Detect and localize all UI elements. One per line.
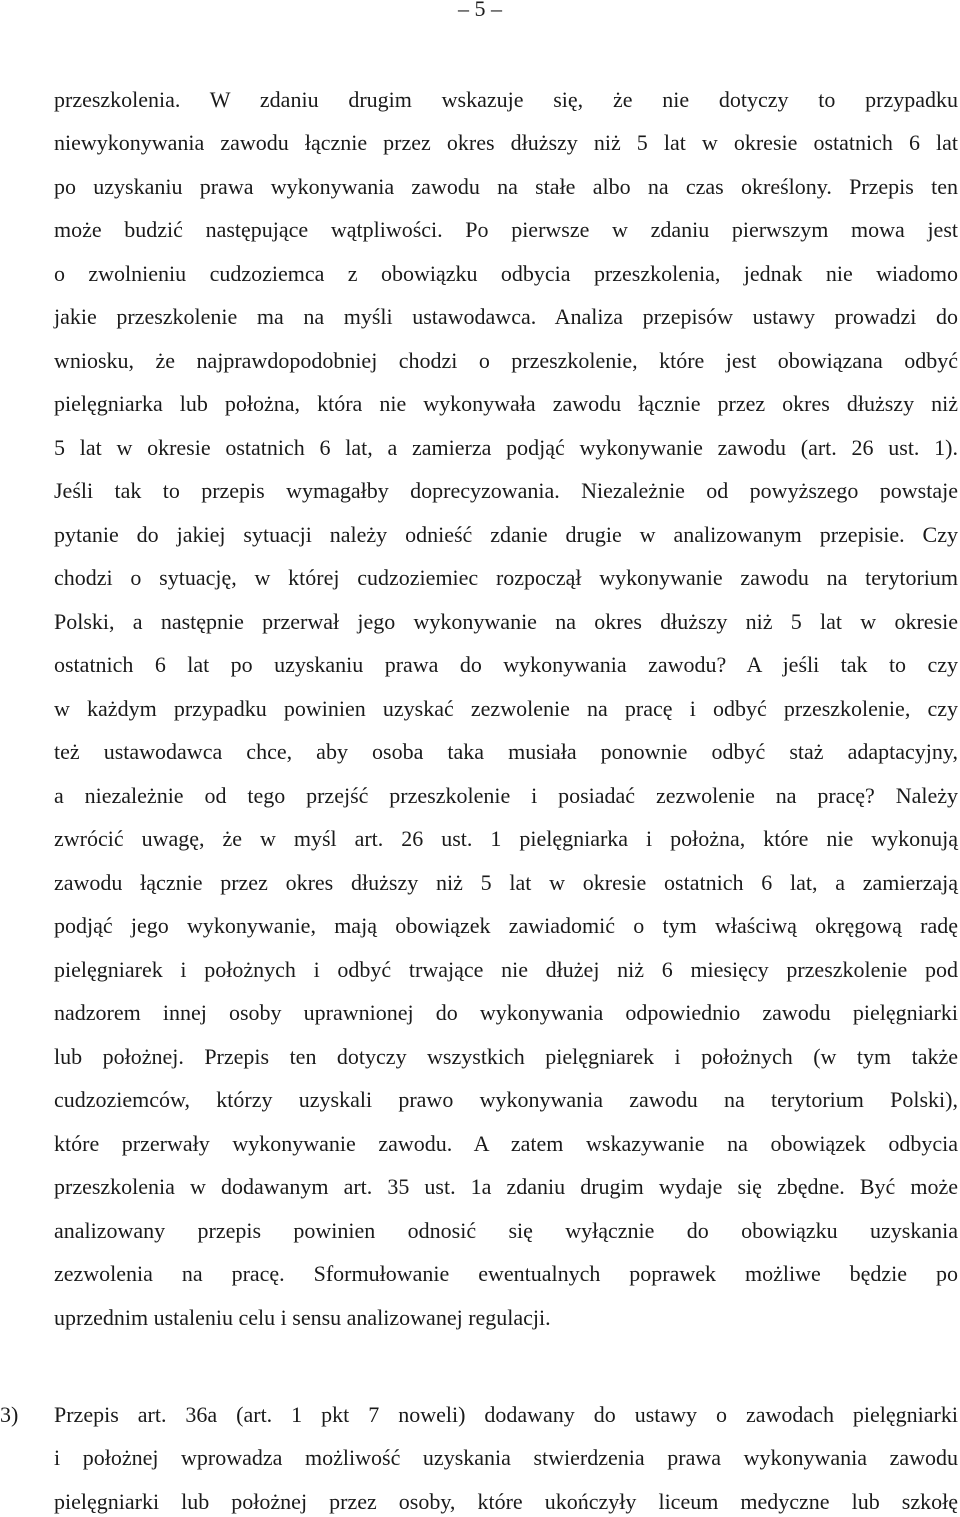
paragraph-line: pielęgniarka lub położna, która nie wykonywała zawodu łącznie przez okres dłuższy niż	[54, 391, 958, 416]
list-item-line: i położnej wprowadza możliwość uzyskania stwierdzenia prawa wykonywania zawodu	[54, 1445, 958, 1470]
paragraph-line: wniosku, że najprawdopodobniej chodzi o przeszkolenie, które jest obowiązana odbyć	[54, 348, 958, 373]
paragraph-line: cudzoziemców, którzy uzyskali prawo wykonywania zawodu na terytorium Polski),	[54, 1087, 958, 1112]
list-item-line: Przepis art. 36a (art. 1 pkt 7 noweli) dodawany do ustawy o zawodach pielęgniarki	[54, 1402, 958, 1427]
paragraph-line: też ustawodawca chce, aby osoba taka musiała ponownie odbyć staż adaptacyjny,	[54, 739, 958, 764]
paragraph-line: jakie przeszkolenie ma na myśli ustawodawca. Analiza przepisów ustawy prowadzi do	[54, 304, 958, 329]
list-item-number: 3)	[0, 1402, 19, 1427]
page-number: – 5 –	[458, 0, 502, 21]
paragraph-line: po uzyskaniu prawa wykonywania zawodu na stałe albo na czas określony. Przepis ten	[54, 174, 958, 199]
paragraph-line: zezwolenia na pracę. Sformułowanie ewentualnych poprawek możliwe będzie po	[54, 1261, 958, 1286]
paragraph-line: 5 lat w okresie ostatnich 6 lat, a zamierza podjąć wykonywanie zawodu (art. 26 ust. 1).	[54, 435, 958, 460]
paragraph-line: zawodu łącznie przez okres dłuższy niż 5 lat w okresie ostatnich 6 lat, a zamierzają	[54, 870, 958, 895]
paragraph-line: o zwolnieniu cudzoziemca z obowiązku odbycia przeszkolenia, jednak nie wiadomo	[54, 261, 958, 286]
paragraph-line: lub położnej. Przepis ten dotyczy wszystkich pielęgniarek i położnych (w tym także	[54, 1044, 958, 1069]
paragraph-line: może budzić następujące wątpliwości. Po pierwsze w zdaniu pierwszym mowa jest	[54, 217, 958, 242]
paragraph-line: zwrócić uwagę, że w myśl art. 26 ust. 1 pielęgniarka i położna, które nie wykonują	[54, 826, 958, 851]
paragraph-line: a niezależnie od tego przejść przeszkolenie i posiadać zezwolenie na pracę? Należy	[54, 783, 958, 808]
paragraph-line: w każdym przypadku powinien uzyskać zezwolenie na pracę i odbyć przeszkolenie, czy	[54, 696, 958, 721]
paragraph-line: Jeśli tak to przepis wymagałby doprecyzowania. Niezależnie od powyższego powstaje	[54, 478, 958, 503]
paragraph-line: przeszkolenia. W zdaniu drugim wskazuje się, że nie dotyczy to przypadku	[54, 87, 958, 112]
paragraph-line: Polski, a następnie przerwał jego wykonywanie na okres dłuższy niż 5 lat w okresie	[54, 609, 958, 634]
paragraph-line: pytanie do jakiej sytuacji należy odnieść zdanie drugie w analizowanym przepisie. Czy	[54, 522, 958, 547]
paragraph-line: nadzorem innej osoby uprawnionej do wykonywania odpowiednio zawodu pielęgniarki	[54, 1000, 958, 1025]
paragraph-line: podjąć jego wykonywanie, mają obowiązek zawiadomić o tym właściwą okręgową radę	[54, 913, 958, 938]
list-item-line: pielęgniarki lub położnej przez osoby, które ukończyły liceum medyczne lub szkołę	[54, 1489, 958, 1514]
paragraph-line: chodzi o sytuację, w której cudzoziemiec rozpoczął wykonywanie zawodu na terytorium	[54, 565, 958, 590]
paragraph-line: uprzednim ustaleniu celu i sensu analizowanej regulacji.	[54, 1305, 551, 1330]
paragraph-line: analizowany przepis powinien odnosić się wyłącznie do obowiązku uzyskania	[54, 1218, 958, 1243]
paragraph-line: które przerwały wykonywanie zawodu. A zatem wskazywanie na obowiązek odbycia	[54, 1131, 958, 1156]
paragraph-line: ostatnich 6 lat po uzyskaniu prawa do wykonywania zawodu? A jeśli tak to czy	[54, 652, 958, 677]
paragraph-line: niewykonywania zawodu łącznie przez okres dłuższy niż 5 lat w okresie ostatnich 6 lat	[54, 130, 958, 155]
paragraph-line: przeszkolenia w dodawanym art. 35 ust. 1a zdaniu drugim wydaje się zbędne. Być może	[54, 1174, 958, 1199]
paragraph-line: pielęgniarek i położnych i odbyć trwające nie dłużej niż 6 miesięcy przeszkolenie pod	[54, 957, 958, 982]
